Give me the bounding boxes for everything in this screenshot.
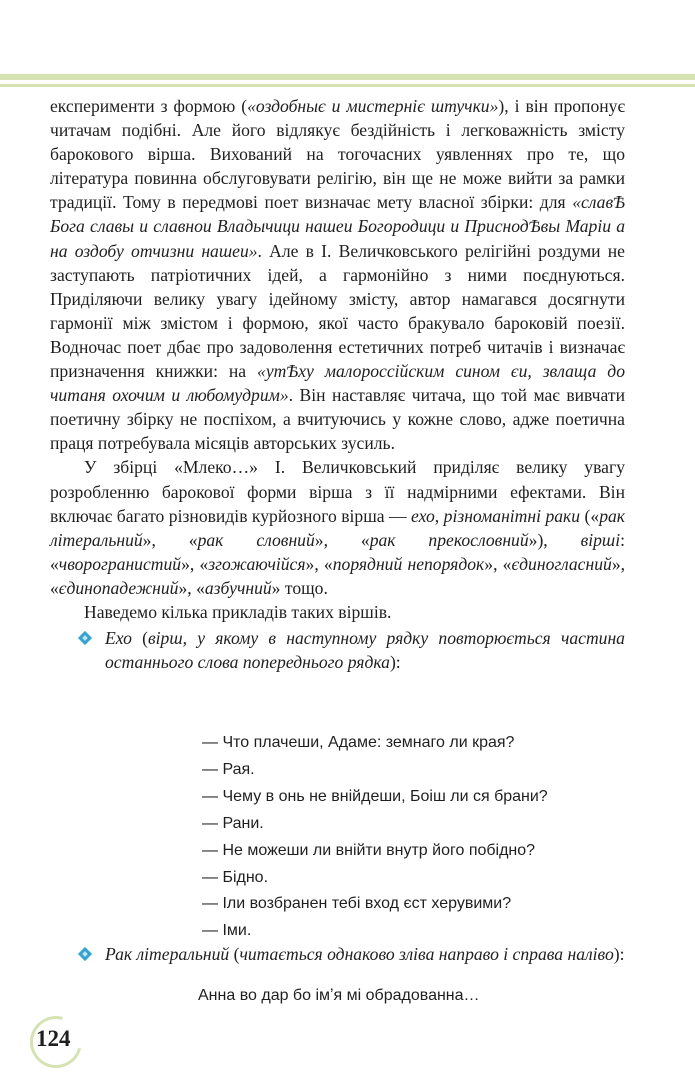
poem-line: — Іми. [202, 922, 252, 940]
paragraph-3: Наведемо кілька прикладів таких віршів. [84, 601, 392, 622]
poem-line: — Рая. [202, 760, 255, 778]
text-run: », « [142, 529, 198, 550]
text-run: », « [181, 553, 209, 574]
text-run: : « [50, 529, 625, 574]
bullet-palindrome-wrap [50, 942, 625, 966]
term: порядний непорядок [332, 553, 485, 574]
term: азбучний [204, 577, 272, 598]
term: рак літеральний [50, 505, 626, 550]
definition: читається однаково зліва направо і справа наліво [239, 944, 614, 964]
term: Рак літеральний [105, 944, 230, 964]
term: Ехо [105, 628, 132, 649]
text-run: », « [484, 553, 512, 574]
header-rule-thick [0, 74, 695, 80]
text-run: (« [580, 505, 600, 526]
text-run: ): [613, 944, 625, 964]
term: згожаючійся [208, 553, 306, 574]
diamond-bullet-icon [78, 631, 92, 645]
paragraph-1 [50, 94, 625, 455]
term: рак словний [197, 529, 315, 550]
quote-run: «славѢ Бога славы и славнои Владычици нашеи Богородици и ПриснодѢвы Маріи а на оздобу отчизни нашеи» [50, 192, 625, 261]
text-run: ), і він пропонує читачам подібні. Але його відлякує бездійність і легковажність змісту барокового вірша. Вихований на тогочасних уявленнях про те, що література повинна обслуговувати релігію, він ще не може вийти за рамки традиції. Тому в передмові поет визначає мету власної збірки: для [50, 96, 626, 213]
quote-run: «утѢху малороссійским сином єи, звлаща до читаня охочим и любомудрим» [50, 361, 626, 406]
quote-run: «оздобныє и мистерніє штучки» [247, 96, 499, 116]
paragraph-2 [50, 455, 625, 600]
poem-line: — Бідно. [202, 868, 269, 886]
header-rule-thin [0, 84, 695, 87]
text-run: », « [50, 553, 626, 598]
text-run: » тощо. [271, 577, 328, 598]
poem-line: — Не можеши ли внійти внутр його побідно? [202, 841, 536, 859]
bullet-palindrome [50, 942, 625, 966]
poem-line: — Чему в онь не внійдеши, Боіш ли ся брани? [202, 787, 548, 805]
text-run: », « [178, 577, 205, 598]
term: різноманітні раки [443, 505, 581, 526]
echo-poem [202, 730, 662, 945]
term: єдиногласний [511, 553, 612, 574]
text-run: ): [389, 652, 401, 673]
term: рак прекословний [369, 529, 529, 550]
text-run: . Він наставляє читача, що той має вивчати поетичну збірку не поспіхом, а вчитуючись у кожне слово, адже поетична праця потребувала місяців авторських зусиль. [50, 385, 625, 454]
page-number: 124 [36, 1026, 71, 1051]
definition: вірш, у якому в наступному рядку повторюється частина останнього слова попереднього рядка [105, 628, 625, 673]
text-run: ( [229, 944, 240, 964]
text-run: . Але в І. Величковського релігійні роздуми не заступають патріотичних ідей, а гармонійно з ними поєднуються. Приділяючи велику увагу ідейному змісту, автор намагався досягнути гармонії між змістом і формою, якої часто бракувало бароковій поезії. Водночас поет дбає про задоволення естетичних потреб читачів і визначає призначення книжки: на [50, 240, 625, 382]
term: єдинопадежний [58, 577, 179, 598]
diamond-bullet-icon [78, 947, 92, 961]
text-run: », « [314, 529, 370, 550]
text-run: , [434, 505, 444, 526]
bullet-echo [50, 626, 625, 674]
poem-line: — Рани. [202, 814, 264, 832]
palindrome-line: Анна во дар бо імʼя мі обрадованна… [198, 987, 480, 1004]
term: вірші [580, 529, 621, 550]
text-run: »), [528, 529, 581, 550]
term: ехо [411, 505, 435, 526]
poem-line: — Іли возбранен тебі вход єст херувими? [202, 895, 512, 913]
text-run: ( [131, 628, 148, 649]
text-run: У збірці «Млеко…» І. Величковський приділяє велику увагу розробленню барокової форми вірша з її надмірними ефектами. Він включає багато різновидів курйозного вірша — [50, 457, 625, 526]
text-run: експерименти з формою ( [50, 96, 248, 116]
term: чворогранистий [58, 553, 182, 574]
main-text [50, 94, 625, 674]
poem-line: — Что плачеши, Адаме: земнаго ли края? [202, 734, 515, 751]
text-run: », « [305, 553, 333, 574]
